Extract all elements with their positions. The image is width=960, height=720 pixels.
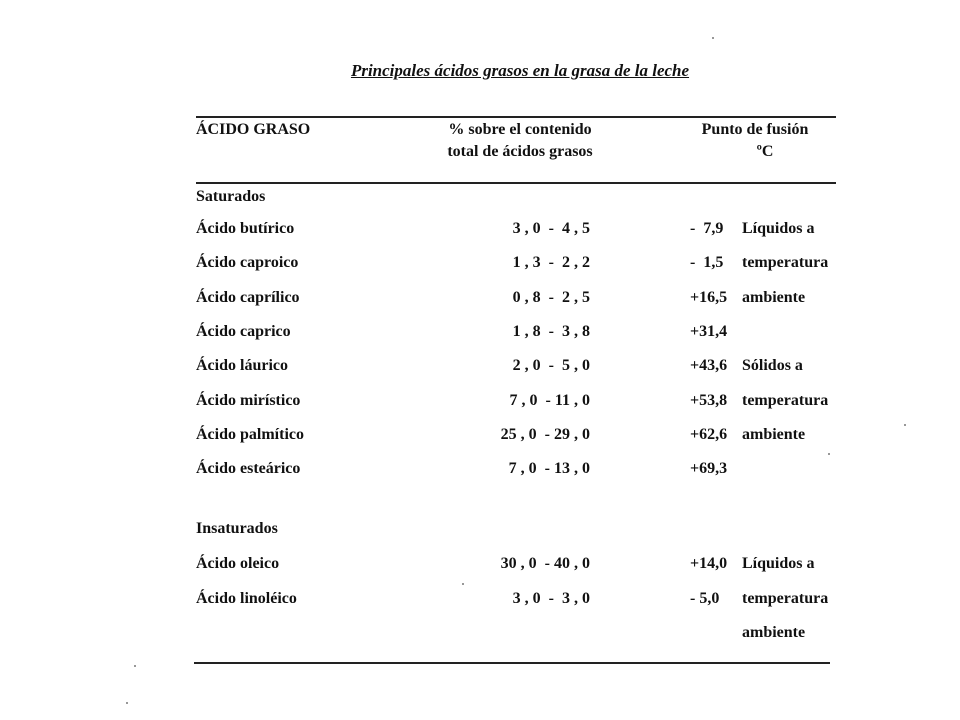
header-pct-line1: % sobre el contenido <box>448 121 592 138</box>
melting-point: +69,3 <box>690 460 728 478</box>
scan-speck <box>712 37 714 39</box>
state-note: Líquidos a <box>742 555 815 572</box>
scan-speck <box>828 453 830 455</box>
acid-percentage: 0 , 8 - 2 , 5 <box>512 288 590 306</box>
melting-point: - 1,5 <box>690 254 724 272</box>
header-pct-line2: total de ácidos grasos <box>447 143 593 160</box>
section-unsaturated: Insaturados <box>196 520 278 537</box>
melting-point: - 7,9 <box>690 220 724 237</box>
top-rule <box>196 116 836 118</box>
melting-point: +62,6 <box>690 425 728 443</box>
state-note: temperatura <box>742 590 829 607</box>
trailing-note: ambiente <box>742 624 806 641</box>
acid-name: Ácido caproico <box>196 254 299 272</box>
state-note: Sólidos a <box>742 357 803 375</box>
state-note: Líquidos a <box>742 220 815 237</box>
acid-percentage: 1 , 8 - 3 , 8 <box>512 322 590 340</box>
section-saturated: Saturados <box>196 188 266 205</box>
header-rule <box>196 182 836 184</box>
acid-percentage: 1 , 3 - 2 , 2 <box>512 254 590 272</box>
acid-percentage: 3 , 0 - 3 , 0 <box>512 590 590 607</box>
acid-name: Ácido linoléico <box>196 590 297 607</box>
header-melt-line1: Punto de fusión <box>701 121 809 138</box>
acid-percentage: 3 , 0 - 4 , 5 <box>512 220 590 237</box>
melting-point: +14,0 <box>690 555 728 572</box>
acid-name: Ácido mirístico <box>196 391 301 409</box>
melting-point: - 5,0 <box>690 590 720 607</box>
acid-name: Ácido caprílico <box>196 288 300 306</box>
state-note: temperatura <box>742 254 829 272</box>
bottom-rule <box>194 662 830 664</box>
acid-percentage: 2 , 0 - 5 , 0 <box>512 357 590 375</box>
acid-name: Ácido palmítico <box>196 425 304 443</box>
scan-speck <box>462 583 464 585</box>
acid-name: Ácido oleico <box>196 555 280 572</box>
melting-point: +16,5 <box>690 288 728 306</box>
acid-percentage: 7 , 0 - 11 , 0 <box>509 391 590 409</box>
state-note: temperatura <box>742 391 829 409</box>
state-note: ambiente <box>742 288 806 306</box>
scan-speck <box>126 702 128 704</box>
acid-name: Ácido esteárico <box>196 460 301 478</box>
melting-point: +43,6 <box>690 357 728 375</box>
melting-point: +53,8 <box>690 391 728 409</box>
scan-speck <box>904 424 906 426</box>
acid-percentage: 7 , 0 - 13 , 0 <box>508 460 590 478</box>
header-melt-line2: ºC <box>756 143 774 160</box>
header-acid: ÁCIDO GRASO <box>196 121 311 138</box>
acid-name: Ácido butírico <box>196 220 295 237</box>
melting-point: +31,4 <box>690 322 728 340</box>
acid-name: Ácido caprico <box>196 322 291 340</box>
page-title: Principales ácidos grasos en la grasa de la leche <box>350 61 690 80</box>
scan-speck <box>134 665 136 667</box>
acid-percentage: 25 , 0 - 29 , 0 <box>500 425 590 443</box>
acid-name: Ácido láurico <box>196 357 288 375</box>
state-note: ambiente <box>742 425 806 443</box>
acid-percentage: 30 , 0 - 40 , 0 <box>500 555 590 572</box>
